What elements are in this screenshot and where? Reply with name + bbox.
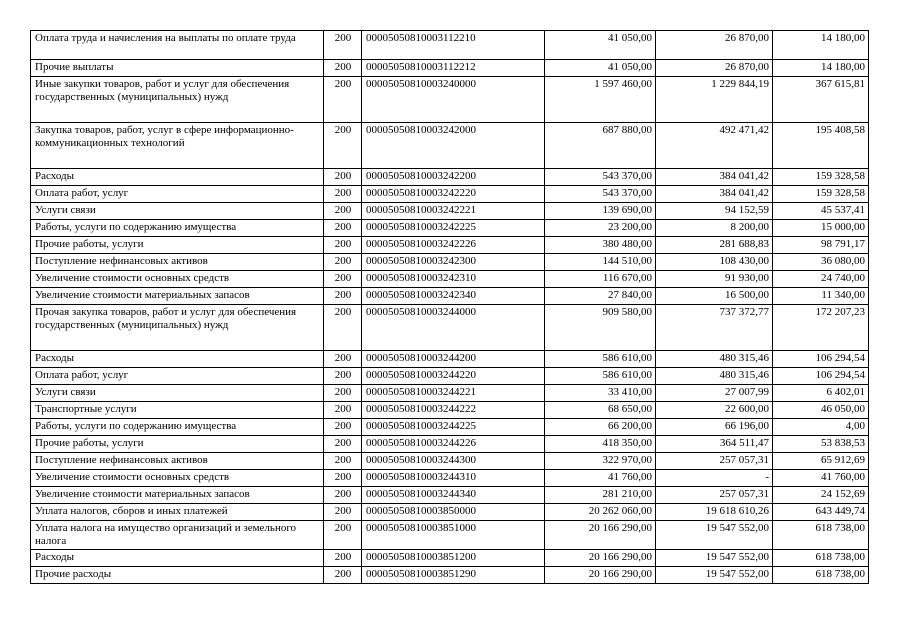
table-row bbox=[31, 123, 869, 169]
cell-unexecuted: 65 912,69 bbox=[773, 453, 869, 470]
cell-executed: 364 511,47 bbox=[656, 436, 773, 453]
cell-line-code: 200 bbox=[324, 123, 362, 169]
cell-name: Закупка товаров, работ, услуг в сфере информационно-коммуникационных технологий bbox=[31, 123, 324, 169]
cell-unexecuted: 11 340,00 bbox=[773, 288, 869, 305]
cell-unexecuted: 618 738,00 bbox=[773, 521, 869, 550]
cell-approved: 23 200,00 bbox=[545, 220, 656, 237]
cell-executed: 492 471,42 bbox=[656, 123, 773, 169]
cell-budget-code: 00005050810003244310 bbox=[362, 470, 545, 487]
cell-approved: 66 200,00 bbox=[545, 419, 656, 436]
cell-unexecuted: 106 294,54 bbox=[773, 368, 869, 385]
cell-unexecuted: 618 738,00 bbox=[773, 567, 869, 584]
table-row bbox=[31, 402, 869, 419]
cell-budget-code: 00005050810003112210 bbox=[362, 31, 545, 60]
cell-budget-code: 00005050810003851000 bbox=[362, 521, 545, 550]
cell-approved: 41 760,00 bbox=[545, 470, 656, 487]
cell-executed: 19 547 552,00 bbox=[656, 567, 773, 584]
cell-name: Прочие выплаты bbox=[31, 60, 324, 77]
table-row bbox=[31, 567, 869, 584]
cell-executed: 8 200,00 bbox=[656, 220, 773, 237]
table-row bbox=[31, 385, 869, 402]
cell-line-code: 200 bbox=[324, 550, 362, 567]
cell-line-code: 200 bbox=[324, 203, 362, 220]
table-row bbox=[31, 186, 869, 203]
cell-executed: 384 041,42 bbox=[656, 186, 773, 203]
cell-name: Работы, услуги по содержанию имущества bbox=[31, 419, 324, 436]
cell-approved: 41 050,00 bbox=[545, 60, 656, 77]
cell-approved: 139 690,00 bbox=[545, 203, 656, 220]
cell-budget-code: 00005050810003244226 bbox=[362, 436, 545, 453]
cell-approved: 20 166 290,00 bbox=[545, 550, 656, 567]
cell-line-code: 200 bbox=[324, 521, 362, 550]
cell-executed: 737 372,77 bbox=[656, 305, 773, 351]
cell-approved: 20 166 290,00 bbox=[545, 521, 656, 550]
cell-unexecuted: 53 838,53 bbox=[773, 436, 869, 453]
cell-budget-code: 00005050810003242225 bbox=[362, 220, 545, 237]
table-row bbox=[31, 368, 869, 385]
cell-name: Расходы bbox=[31, 351, 324, 368]
cell-name: Увеличение стоимости основных средств bbox=[31, 470, 324, 487]
cell-executed: 94 152,59 bbox=[656, 203, 773, 220]
cell-budget-code: 00005050810003244300 bbox=[362, 453, 545, 470]
cell-executed: 66 196,00 bbox=[656, 419, 773, 436]
table-row bbox=[31, 305, 869, 351]
cell-budget-code: 00005050810003244225 bbox=[362, 419, 545, 436]
cell-executed: 257 057,31 bbox=[656, 453, 773, 470]
cell-line-code: 200 bbox=[324, 385, 362, 402]
cell-line-code: 200 bbox=[324, 487, 362, 504]
cell-executed: 19 547 552,00 bbox=[656, 521, 773, 550]
cell-approved: 281 210,00 bbox=[545, 487, 656, 504]
table-row bbox=[31, 203, 869, 220]
cell-approved: 543 370,00 bbox=[545, 169, 656, 186]
cell-unexecuted: 24 152,69 bbox=[773, 487, 869, 504]
table-row bbox=[31, 288, 869, 305]
cell-approved: 586 610,00 bbox=[545, 368, 656, 385]
cell-budget-code: 00005050810003244200 bbox=[362, 351, 545, 368]
cell-unexecuted: 36 080,00 bbox=[773, 254, 869, 271]
cell-line-code: 200 bbox=[324, 220, 362, 237]
cell-budget-code: 00005050810003242221 bbox=[362, 203, 545, 220]
cell-executed: 281 688,83 bbox=[656, 237, 773, 254]
cell-budget-code: 00005050810003244340 bbox=[362, 487, 545, 504]
cell-line-code: 200 bbox=[324, 77, 362, 123]
cell-budget-code: 00005050810003242226 bbox=[362, 237, 545, 254]
table-row bbox=[31, 254, 869, 271]
cell-name: Поступление нефинансовых активов bbox=[31, 254, 324, 271]
cell-unexecuted: 106 294,54 bbox=[773, 351, 869, 368]
cell-name: Оплата работ, услуг bbox=[31, 186, 324, 203]
cell-name: Прочие расходы bbox=[31, 567, 324, 584]
cell-name: Иные закупки товаров, работ и услуг для обеспечения государственных (муниципальных) нужд bbox=[31, 77, 324, 123]
cell-line-code: 200 bbox=[324, 436, 362, 453]
cell-approved: 27 840,00 bbox=[545, 288, 656, 305]
cell-approved: 322 970,00 bbox=[545, 453, 656, 470]
table-row bbox=[31, 453, 869, 470]
cell-name: Прочие работы, услуги bbox=[31, 436, 324, 453]
cell-executed: 91 930,00 bbox=[656, 271, 773, 288]
cell-name: Транспортные услуги bbox=[31, 402, 324, 419]
cell-line-code: 200 bbox=[324, 453, 362, 470]
table-row bbox=[31, 237, 869, 254]
cell-executed: 26 870,00 bbox=[656, 60, 773, 77]
cell-approved: 543 370,00 bbox=[545, 186, 656, 203]
cell-unexecuted: 159 328,58 bbox=[773, 169, 869, 186]
cell-approved: 1 597 460,00 bbox=[545, 77, 656, 123]
cell-unexecuted: 45 537,41 bbox=[773, 203, 869, 220]
cell-name: Работы, услуги по содержанию имущества bbox=[31, 220, 324, 237]
cell-unexecuted: 24 740,00 bbox=[773, 271, 869, 288]
cell-line-code: 200 bbox=[324, 271, 362, 288]
cell-budget-code: 00005050810003240000 bbox=[362, 77, 545, 123]
cell-line-code: 200 bbox=[324, 402, 362, 419]
cell-executed: 27 007,99 bbox=[656, 385, 773, 402]
table-row bbox=[31, 487, 869, 504]
cell-name: Оплата труда и начисления на выплаты по оплате труда bbox=[31, 31, 324, 60]
table-row bbox=[31, 504, 869, 521]
cell-unexecuted: 15 000,00 bbox=[773, 220, 869, 237]
cell-budget-code: 00005050810003242220 bbox=[362, 186, 545, 203]
cell-executed: 19 547 552,00 bbox=[656, 550, 773, 567]
cell-unexecuted: 98 791,17 bbox=[773, 237, 869, 254]
cell-budget-code: 00005050810003244222 bbox=[362, 402, 545, 419]
cell-budget-code: 00005050810003242000 bbox=[362, 123, 545, 169]
cell-line-code: 200 bbox=[324, 186, 362, 203]
cell-budget-code: 00005050810003244220 bbox=[362, 368, 545, 385]
cell-unexecuted: 643 449,74 bbox=[773, 504, 869, 521]
table-row bbox=[31, 271, 869, 288]
cell-name: Услуги связи bbox=[31, 385, 324, 402]
cell-unexecuted: 159 328,58 bbox=[773, 186, 869, 203]
table-row bbox=[31, 521, 869, 550]
cell-approved: 909 580,00 bbox=[545, 305, 656, 351]
table-row bbox=[31, 436, 869, 453]
cell-executed: 16 500,00 bbox=[656, 288, 773, 305]
cell-unexecuted: 14 180,00 bbox=[773, 31, 869, 60]
cell-executed: 22 600,00 bbox=[656, 402, 773, 419]
cell-executed: 257 057,31 bbox=[656, 487, 773, 504]
cell-name: Расходы bbox=[31, 550, 324, 567]
cell-line-code: 200 bbox=[324, 419, 362, 436]
table-row bbox=[31, 169, 869, 186]
cell-name: Услуги связи bbox=[31, 203, 324, 220]
cell-executed: 384 041,42 bbox=[656, 169, 773, 186]
cell-name: Уплата налога на имущество организаций и земельного налога bbox=[31, 521, 324, 550]
cell-line-code: 200 bbox=[324, 60, 362, 77]
cell-unexecuted: 14 180,00 bbox=[773, 60, 869, 77]
cell-unexecuted: 4,00 bbox=[773, 419, 869, 436]
cell-line-code: 200 bbox=[324, 288, 362, 305]
cell-unexecuted: 6 402,01 bbox=[773, 385, 869, 402]
cell-unexecuted: 195 408,58 bbox=[773, 123, 869, 169]
cell-executed: 26 870,00 bbox=[656, 31, 773, 60]
cell-line-code: 200 bbox=[324, 237, 362, 254]
cell-name: Прочая закупка товаров, работ и услуг для обеспечения государственных (муниципальных) нужд bbox=[31, 305, 324, 351]
cell-name: Оплата работ, услуг bbox=[31, 368, 324, 385]
table-row bbox=[31, 351, 869, 368]
cell-unexecuted: 172 207,23 bbox=[773, 305, 869, 351]
table-row bbox=[31, 419, 869, 436]
table-row bbox=[31, 60, 869, 77]
cell-budget-code: 00005050810003850000 bbox=[362, 504, 545, 521]
cell-executed: 480 315,46 bbox=[656, 351, 773, 368]
table-row bbox=[31, 31, 869, 60]
cell-line-code: 200 bbox=[324, 351, 362, 368]
cell-executed: 19 618 610,26 bbox=[656, 504, 773, 521]
budget-execution-table bbox=[30, 30, 869, 584]
cell-budget-code: 00005050810003244000 bbox=[362, 305, 545, 351]
cell-line-code: 200 bbox=[324, 31, 362, 60]
cell-approved: 418 350,00 bbox=[545, 436, 656, 453]
cell-executed: 108 430,00 bbox=[656, 254, 773, 271]
cell-line-code: 200 bbox=[324, 504, 362, 521]
cell-approved: 20 262 060,00 bbox=[545, 504, 656, 521]
cell-budget-code: 00005050810003112212 bbox=[362, 60, 545, 77]
cell-name: Расходы bbox=[31, 169, 324, 186]
cell-approved: 380 480,00 bbox=[545, 237, 656, 254]
cell-name: Увеличение стоимости основных средств bbox=[31, 271, 324, 288]
cell-budget-code: 00005050810003242310 bbox=[362, 271, 545, 288]
cell-line-code: 200 bbox=[324, 470, 362, 487]
table-row bbox=[31, 77, 869, 123]
table-row bbox=[31, 550, 869, 567]
cell-approved: 116 670,00 bbox=[545, 271, 656, 288]
cell-line-code: 200 bbox=[324, 254, 362, 271]
cell-line-code: 200 bbox=[324, 567, 362, 584]
cell-approved: 687 880,00 bbox=[545, 123, 656, 169]
cell-budget-code: 00005050810003242200 bbox=[362, 169, 545, 186]
cell-budget-code: 00005050810003851200 bbox=[362, 550, 545, 567]
cell-name: Прочие работы, услуги bbox=[31, 237, 324, 254]
cell-budget-code: 00005050810003242300 bbox=[362, 254, 545, 271]
cell-unexecuted: 618 738,00 bbox=[773, 550, 869, 567]
cell-approved: 586 610,00 bbox=[545, 351, 656, 368]
cell-unexecuted: 367 615,81 bbox=[773, 77, 869, 123]
cell-budget-code: 00005050810003244221 bbox=[362, 385, 545, 402]
table-body bbox=[31, 31, 869, 584]
cell-executed: - bbox=[656, 470, 773, 487]
cell-line-code: 200 bbox=[324, 368, 362, 385]
cell-approved: 41 050,00 bbox=[545, 31, 656, 60]
cell-executed: 1 229 844,19 bbox=[656, 77, 773, 123]
cell-approved: 20 166 290,00 bbox=[545, 567, 656, 584]
cell-approved: 33 410,00 bbox=[545, 385, 656, 402]
cell-name: Уплата налогов, сборов и иных платежей bbox=[31, 504, 324, 521]
cell-unexecuted: 46 050,00 bbox=[773, 402, 869, 419]
cell-unexecuted: 41 760,00 bbox=[773, 470, 869, 487]
cell-budget-code: 00005050810003242340 bbox=[362, 288, 545, 305]
cell-name: Увеличение стоимости материальных запасов bbox=[31, 288, 324, 305]
cell-name: Увеличение стоимости материальных запасов bbox=[31, 487, 324, 504]
table-row bbox=[31, 470, 869, 487]
cell-line-code: 200 bbox=[324, 305, 362, 351]
cell-budget-code: 00005050810003851290 bbox=[362, 567, 545, 584]
cell-name: Поступление нефинансовых активов bbox=[31, 453, 324, 470]
cell-executed: 480 315,46 bbox=[656, 368, 773, 385]
table-row bbox=[31, 220, 869, 237]
cell-approved: 144 510,00 bbox=[545, 254, 656, 271]
cell-line-code: 200 bbox=[324, 169, 362, 186]
cell-approved: 68 650,00 bbox=[545, 402, 656, 419]
